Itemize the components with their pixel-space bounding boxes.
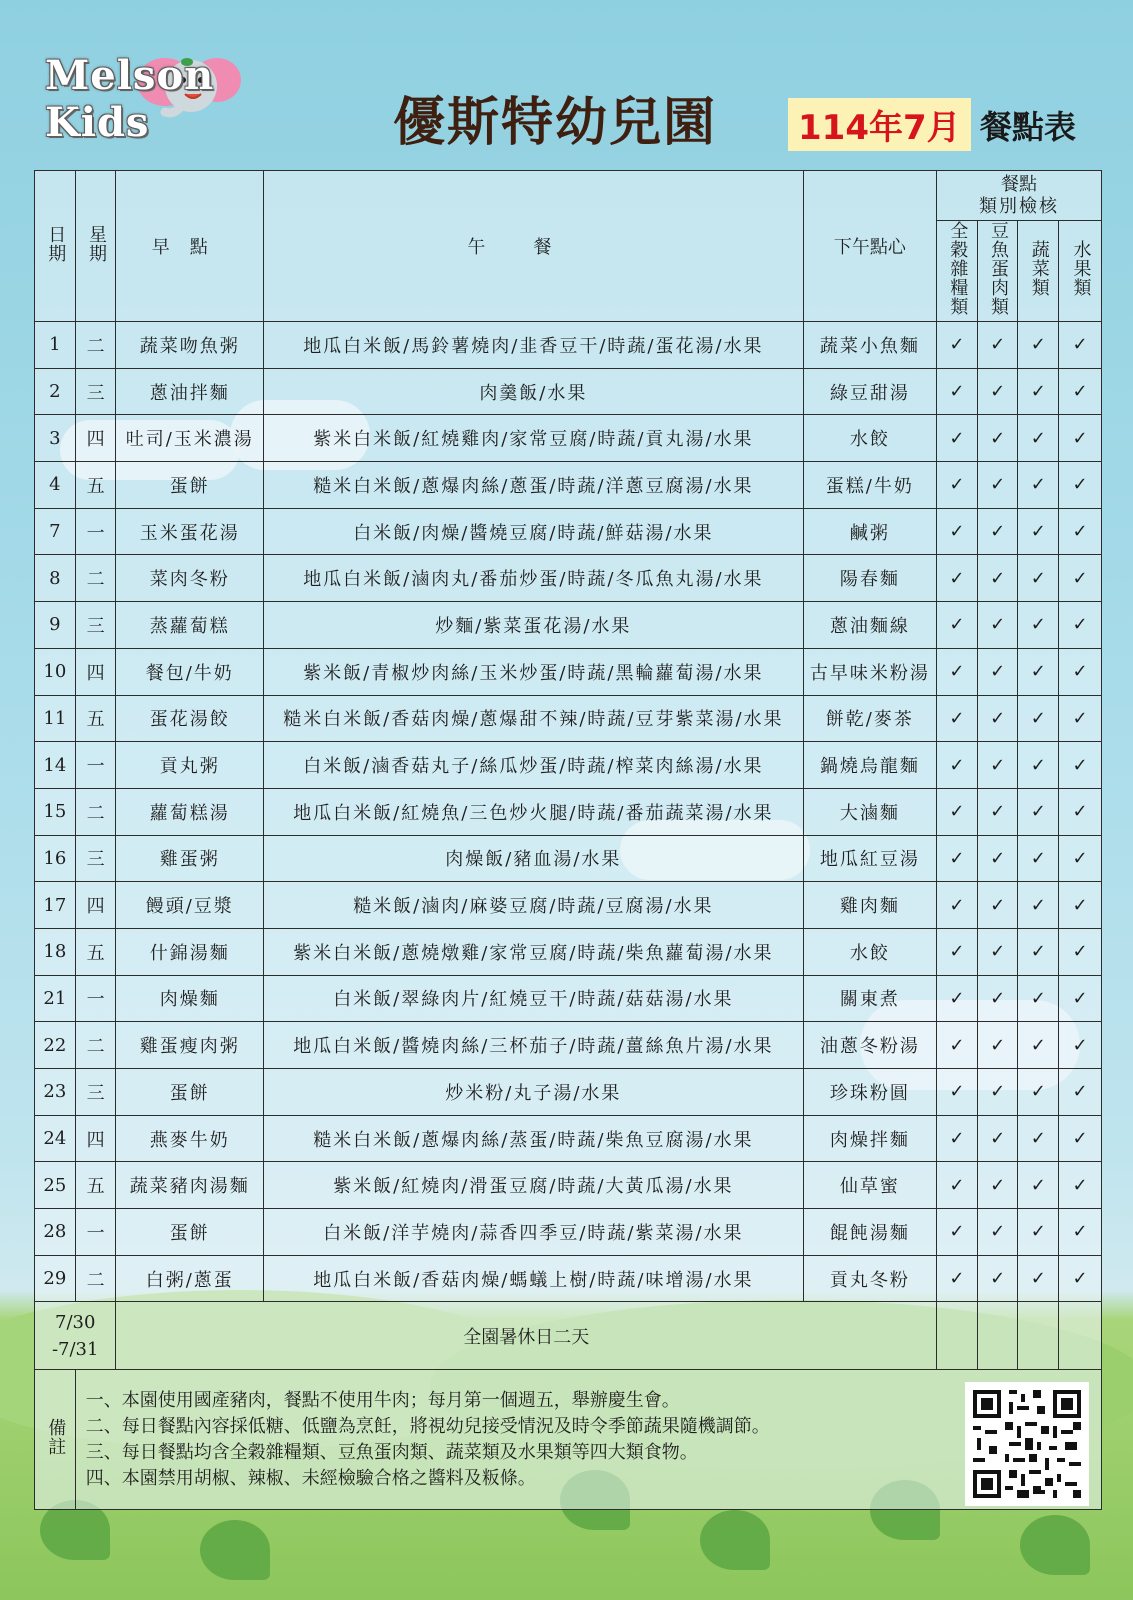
leaf-decoration — [1020, 1515, 1090, 1575]
date-cell: 28 — [35, 1209, 76, 1256]
lunch-cell: 肉羹飯/水果 — [264, 368, 804, 415]
lunch-cell: 炒米粉/丸子湯/水果 — [264, 1069, 804, 1116]
check-mark: ✓ — [1018, 1115, 1059, 1162]
table-row — [35, 322, 1102, 369]
snack-cell: 珍珠粉圓 — [803, 1069, 936, 1116]
breakfast-cell: 蔬菜豬肉湯麵 — [116, 1162, 264, 1209]
check-mark: ✓ — [1018, 882, 1059, 929]
check-mark: ✓ — [937, 1209, 978, 1256]
check-mark: ✓ — [1018, 415, 1059, 462]
weekday-cell: 一 — [75, 742, 116, 789]
snack-cell: 蛋糕/牛奶 — [803, 462, 936, 509]
check-mark: ✓ — [977, 928, 1018, 975]
check-mark: ✓ — [1059, 462, 1102, 509]
snack-cell: 餅乾/麥茶 — [803, 695, 936, 742]
date-cell: 21 — [35, 975, 76, 1022]
check-mark: ✓ — [1059, 555, 1102, 602]
snack-cell: 蔥油麵線 — [803, 602, 936, 649]
date-cell: 1 — [35, 322, 76, 369]
date-cell: 3 — [35, 415, 76, 462]
check-mark: ✓ — [1059, 508, 1102, 555]
table-row — [35, 975, 1102, 1022]
snack-cell: 鍋燒烏龍麵 — [803, 742, 936, 789]
check-mark: ✓ — [977, 648, 1018, 695]
check-mark: ✓ — [1059, 602, 1102, 649]
table-row — [35, 882, 1102, 929]
lunch-cell: 地瓜白米飯/紅燒魚/三色炒火腿/時蔬/番茄蔬菜湯/水果 — [264, 788, 804, 835]
breakfast-cell: 饅頭/豆漿 — [116, 882, 264, 929]
lunch-cell: 地瓜白米飯/馬鈴薯燒肉/韭香豆干/時蔬/蛋花湯/水果 — [264, 322, 804, 369]
check-mark: ✓ — [937, 1255, 978, 1302]
check-mark: ✓ — [1018, 1209, 1059, 1256]
lunch-cell: 紫米白米飯/蔥燒燉雞/家常豆腐/時蔬/柴魚蘿蔔湯/水果 — [264, 928, 804, 975]
weekday-cell: 一 — [75, 508, 116, 555]
check-mark: ✓ — [1059, 368, 1102, 415]
check-mark: ✓ — [977, 602, 1018, 649]
check-mark: ✓ — [937, 322, 978, 369]
date-cell: 25 — [35, 1162, 76, 1209]
snack-cell: 大滷麵 — [803, 788, 936, 835]
leaf-decoration — [200, 1520, 270, 1580]
leaf-decoration — [700, 1510, 770, 1570]
check-mark: ✓ — [1018, 742, 1059, 789]
lunch-cell: 白米飯/肉燥/醬燒豆腐/時蔬/鮮菇湯/水果 — [264, 508, 804, 555]
lunch-cell: 白米飯/洋芋燒肉/蒜香四季豆/時蔬/紫菜湯/水果 — [264, 1209, 804, 1256]
notes-list — [86, 1388, 966, 1492]
check-mark: ✓ — [1018, 1069, 1059, 1116]
weekday-cell: 五 — [75, 928, 116, 975]
check-mark: ✓ — [1059, 648, 1102, 695]
check-mark: ✓ — [937, 462, 978, 509]
table-row — [35, 368, 1102, 415]
check-mark: ✓ — [1059, 1162, 1102, 1209]
breakfast-cell: 菜肉冬粉 — [116, 555, 264, 602]
header-fruits: 水果類 — [1059, 221, 1102, 322]
check-mark: ✓ — [977, 1209, 1018, 1256]
weekday-cell: 一 — [75, 975, 116, 1022]
check-mark: ✓ — [977, 508, 1018, 555]
table-row — [35, 835, 1102, 882]
weekday-cell: 五 — [75, 695, 116, 742]
holiday-date-end: -7/31 — [51, 1338, 99, 1360]
weekday-cell: 一 — [75, 1209, 116, 1256]
table-row — [35, 462, 1102, 509]
snack-cell: 仙草蜜 — [803, 1162, 936, 1209]
weekday-cell: 四 — [75, 415, 116, 462]
breakfast-cell: 玉米蛋花湯 — [116, 508, 264, 555]
breakfast-cell: 蛋花湯餃 — [116, 695, 264, 742]
weekday-cell: 三 — [75, 835, 116, 882]
note-item: 四、本園禁用胡椒、辣椒、未經檢驗合格之醬料及粄條。 — [85, 1467, 536, 1489]
weekday-cell: 三 — [75, 602, 116, 649]
weekday-cell: 二 — [75, 555, 116, 602]
weekday-cell: 二 — [75, 1022, 116, 1069]
snack-cell: 肉燥拌麵 — [803, 1115, 936, 1162]
breakfast-cell: 什錦湯麵 — [116, 928, 264, 975]
weekday-cell: 三 — [75, 368, 116, 415]
header-snack: 下午點心 — [803, 171, 936, 322]
month-badge: 114年7月 — [788, 98, 971, 151]
notes-row — [35, 1370, 1102, 1510]
check-mark: ✓ — [937, 1162, 978, 1209]
header-check-group — [937, 171, 1102, 221]
check-mark: ✓ — [937, 835, 978, 882]
breakfast-cell: 白粥/蔥蛋 — [116, 1255, 264, 1302]
brand-name: Melson Kids — [45, 52, 215, 146]
holiday-check-cell — [1059, 1302, 1102, 1370]
breakfast-cell: 貢丸粥 — [116, 742, 264, 789]
holiday-date — [35, 1302, 116, 1370]
breakfast-cell: 蛋餅 — [116, 462, 264, 509]
date-cell: 23 — [35, 1069, 76, 1116]
check-mark: ✓ — [1018, 368, 1059, 415]
note-item: 三、每日餐點均含全穀雜糧類、豆魚蛋肉類、蔬菜類及水果類等四大類食物。 — [85, 1441, 698, 1463]
check-mark: ✓ — [937, 928, 978, 975]
check-mark: ✓ — [1018, 462, 1059, 509]
date-cell: 17 — [35, 882, 76, 929]
check-mark: ✓ — [1018, 928, 1059, 975]
snack-cell: 地瓜紅豆湯 — [803, 835, 936, 882]
check-mark: ✓ — [1059, 1069, 1102, 1116]
snack-cell: 雞肉麵 — [803, 882, 936, 929]
menu-body — [35, 322, 1102, 1302]
table-row — [35, 742, 1102, 789]
snack-cell: 水餃 — [803, 415, 936, 462]
table-row — [35, 415, 1102, 462]
holiday-check-cell — [937, 1302, 978, 1370]
date-cell: 15 — [35, 788, 76, 835]
snack-cell: 餛飩湯麵 — [803, 1209, 936, 1256]
check-mark: ✓ — [977, 695, 1018, 742]
header-grains: 全穀雜糧類 — [937, 221, 978, 322]
date-cell: 9 — [35, 602, 76, 649]
lunch-cell: 白米飯/滷香菇丸子/絲瓜炒蛋/時蔬/榨菜肉絲湯/水果 — [264, 742, 804, 789]
check-mark: ✓ — [1059, 1022, 1102, 1069]
holiday-date-start: 7/30 — [55, 1311, 96, 1333]
check-mark: ✓ — [1059, 1115, 1102, 1162]
date-cell: 7 — [35, 508, 76, 555]
check-mark: ✓ — [937, 368, 978, 415]
check-group-subtitle: 類別檢核 — [979, 195, 1060, 217]
lunch-cell: 糙米白米飯/蔥爆肉絲/蒸蛋/時蔬/柴魚豆腐湯/水果 — [264, 1115, 804, 1162]
check-mark: ✓ — [977, 975, 1018, 1022]
check-mark: ✓ — [1059, 882, 1102, 929]
table-row — [35, 508, 1102, 555]
breakfast-cell: 肉燥麵 — [116, 975, 264, 1022]
check-mark: ✓ — [937, 602, 978, 649]
check-mark: ✓ — [1018, 835, 1059, 882]
lunch-cell: 糙米飯/滷肉/麻婆豆腐/時蔬/豆腐湯/水果 — [264, 882, 804, 929]
table-row — [35, 695, 1102, 742]
check-group-title: 餐點 — [1001, 173, 1038, 195]
check-mark: ✓ — [937, 1115, 978, 1162]
weekday-cell: 五 — [75, 462, 116, 509]
date-cell: 18 — [35, 928, 76, 975]
header-breakfast: 早點 — [116, 171, 264, 322]
breakfast-cell: 燕麥牛奶 — [116, 1115, 264, 1162]
check-mark: ✓ — [977, 462, 1018, 509]
check-mark: ✓ — [937, 555, 978, 602]
check-mark: ✓ — [1059, 1209, 1102, 1256]
snack-cell: 鹹粥 — [803, 508, 936, 555]
check-mark: ✓ — [1059, 928, 1102, 975]
date-cell: 22 — [35, 1022, 76, 1069]
check-mark: ✓ — [1018, 788, 1059, 835]
check-mark: ✓ — [937, 508, 978, 555]
check-mark: ✓ — [937, 695, 978, 742]
header-weekday: 星期 — [75, 171, 116, 322]
holiday-check-cell — [977, 1302, 1018, 1370]
check-mark: ✓ — [977, 1255, 1018, 1302]
snack-cell: 貢丸冬粉 — [803, 1255, 936, 1302]
weekday-cell: 四 — [75, 1115, 116, 1162]
lunch-cell: 地瓜白米飯/醬燒肉絲/三杯茄子/時蔬/薑絲魚片湯/水果 — [264, 1022, 804, 1069]
weekday-cell: 二 — [75, 1255, 116, 1302]
snack-cell: 陽春麵 — [803, 555, 936, 602]
breakfast-cell: 蔬菜吻魚粥 — [116, 322, 264, 369]
check-mark: ✓ — [937, 648, 978, 695]
date-cell: 16 — [35, 835, 76, 882]
lunch-cell: 地瓜白米飯/滷肉丸/番茄炒蛋/時蔬/冬瓜魚丸湯/水果 — [264, 555, 804, 602]
menu-table — [34, 170, 1102, 1510]
table-row — [35, 788, 1102, 835]
check-mark: ✓ — [937, 882, 978, 929]
table-row — [35, 1255, 1102, 1302]
lunch-cell: 紫米飯/青椒炒肉絲/玉米炒蛋/時蔬/黑輪蘿蔔湯/水果 — [264, 648, 804, 695]
header-lunch: 午餐 — [264, 171, 804, 322]
lunch-cell: 炒麵/紫菜蛋花湯/水果 — [264, 602, 804, 649]
lunch-cell: 地瓜白米飯/香菇肉燥/螞蟻上樹/時蔬/味增湯/水果 — [264, 1255, 804, 1302]
lunch-cell: 紫米飯/紅燒肉/滑蛋豆腐/時蔬/大黃瓜湯/水果 — [264, 1162, 804, 1209]
check-mark: ✓ — [937, 788, 978, 835]
check-mark: ✓ — [1018, 602, 1059, 649]
weekday-cell: 二 — [75, 322, 116, 369]
check-mark: ✓ — [977, 742, 1018, 789]
table-row — [35, 1209, 1102, 1256]
breakfast-cell: 蘿蔔糕湯 — [116, 788, 264, 835]
snack-cell: 油蔥冬粉湯 — [803, 1022, 936, 1069]
notes-cell — [75, 1370, 1101, 1510]
check-mark: ✓ — [977, 1022, 1018, 1069]
header-protein: 豆魚蛋肉類 — [977, 221, 1018, 322]
table-row — [35, 928, 1102, 975]
date-cell: 11 — [35, 695, 76, 742]
weekday-cell: 四 — [75, 882, 116, 929]
breakfast-cell: 蛋餅 — [116, 1209, 264, 1256]
snack-cell: 水餃 — [803, 928, 936, 975]
date-cell: 14 — [35, 742, 76, 789]
check-mark: ✓ — [977, 322, 1018, 369]
check-mark: ✓ — [977, 368, 1018, 415]
check-mark: ✓ — [1059, 788, 1102, 835]
check-mark: ✓ — [977, 1162, 1018, 1209]
header-vegetables: 蔬菜類 — [1018, 221, 1059, 322]
breakfast-cell: 吐司/玉米濃湯 — [116, 415, 264, 462]
breakfast-cell: 雞蛋瘦肉粥 — [116, 1022, 264, 1069]
check-mark: ✓ — [1059, 835, 1102, 882]
check-mark: ✓ — [1018, 695, 1059, 742]
qr-code-icon — [969, 1386, 1085, 1502]
date-cell: 2 — [35, 368, 76, 415]
check-mark: ✓ — [937, 415, 978, 462]
snack-cell: 綠豆甜湯 — [803, 368, 936, 415]
weekday-cell: 五 — [75, 1162, 116, 1209]
snack-cell: 蔬菜小魚麵 — [803, 322, 936, 369]
brand-logo — [45, 50, 325, 150]
weekday-cell: 二 — [75, 788, 116, 835]
check-mark: ✓ — [977, 788, 1018, 835]
check-mark: ✓ — [977, 415, 1018, 462]
table-row — [35, 555, 1102, 602]
qr-code[interactable] — [965, 1382, 1089, 1506]
date-cell: 4 — [35, 462, 76, 509]
check-mark: ✓ — [1018, 648, 1059, 695]
lunch-cell: 糙米白米飯/蔥爆肉絲/蔥蛋/時蔬/洋蔥豆腐湯/水果 — [264, 462, 804, 509]
snack-cell: 關東煮 — [803, 975, 936, 1022]
check-mark: ✓ — [977, 882, 1018, 929]
check-mark: ✓ — [937, 742, 978, 789]
check-mark: ✓ — [1018, 322, 1059, 369]
date-cell: 10 — [35, 648, 76, 695]
lunch-cell: 白米飯/翠綠肉片/紅燒豆干/時蔬/菇菇湯/水果 — [264, 975, 804, 1022]
snack-cell: 古早味米粉湯 — [803, 648, 936, 695]
check-mark: ✓ — [1018, 1162, 1059, 1209]
check-mark: ✓ — [977, 1115, 1018, 1162]
note-item: 二、每日餐點內容採低糖、低鹽為烹飪，將視幼兒接受情況及時令季節蔬果隨機調節。 — [85, 1415, 770, 1437]
page-title: 優斯特幼兒園 — [393, 93, 718, 153]
table-row — [35, 1115, 1102, 1162]
notes-label: 備註 — [35, 1370, 76, 1510]
check-mark: ✓ — [977, 555, 1018, 602]
check-mark: ✓ — [937, 975, 978, 1022]
table-row — [35, 1162, 1102, 1209]
weekday-cell: 四 — [75, 648, 116, 695]
breakfast-cell: 餐包/牛奶 — [116, 648, 264, 695]
holiday-check-cell — [1018, 1302, 1059, 1370]
menu-label: 餐點表 — [980, 108, 1077, 146]
lunch-cell: 肉燥飯/豬血湯/水果 — [264, 835, 804, 882]
check-mark: ✓ — [1059, 322, 1102, 369]
lunch-cell: 紫米白米飯/紅燒雞肉/家常豆腐/時蔬/貢丸湯/水果 — [264, 415, 804, 462]
date-cell: 29 — [35, 1255, 76, 1302]
check-mark: ✓ — [1059, 415, 1102, 462]
check-mark: ✓ — [1018, 1255, 1059, 1302]
check-mark: ✓ — [1059, 975, 1102, 1022]
check-mark: ✓ — [977, 835, 1018, 882]
check-mark: ✓ — [937, 1069, 978, 1116]
breakfast-cell: 蛋餅 — [116, 1069, 264, 1116]
date-cell: 24 — [35, 1115, 76, 1162]
table-row — [35, 1022, 1102, 1069]
table-row — [35, 648, 1102, 695]
table-row — [35, 602, 1102, 649]
breakfast-cell: 雞蛋粥 — [116, 835, 264, 882]
check-mark: ✓ — [1018, 1022, 1059, 1069]
check-mark: ✓ — [937, 1022, 978, 1069]
check-mark: ✓ — [1018, 975, 1059, 1022]
table-row — [35, 1069, 1102, 1116]
date-cell: 8 — [35, 555, 76, 602]
weekday-cell: 三 — [75, 1069, 116, 1116]
header-date: 日期 — [35, 171, 76, 322]
breakfast-cell: 蔥油拌麵 — [116, 368, 264, 415]
check-mark: ✓ — [1059, 695, 1102, 742]
holiday-row — [35, 1302, 1102, 1370]
check-mark: ✓ — [977, 1069, 1018, 1116]
holiday-text: 全園暑休日二天 — [116, 1302, 937, 1370]
breakfast-cell: 蒸蘿蔔糕 — [116, 602, 264, 649]
check-mark: ✓ — [1059, 1255, 1102, 1302]
lunch-cell: 糙米白米飯/香菇肉燥/蔥爆甜不辣/時蔬/豆芽紫菜湯/水果 — [264, 695, 804, 742]
check-mark: ✓ — [1018, 555, 1059, 602]
note-item: 一、本園使用國產豬肉，餐點不使用牛肉；每月第一個週五，舉辦慶生會。 — [85, 1389, 680, 1411]
check-mark: ✓ — [1018, 508, 1059, 555]
check-mark: ✓ — [1059, 742, 1102, 789]
